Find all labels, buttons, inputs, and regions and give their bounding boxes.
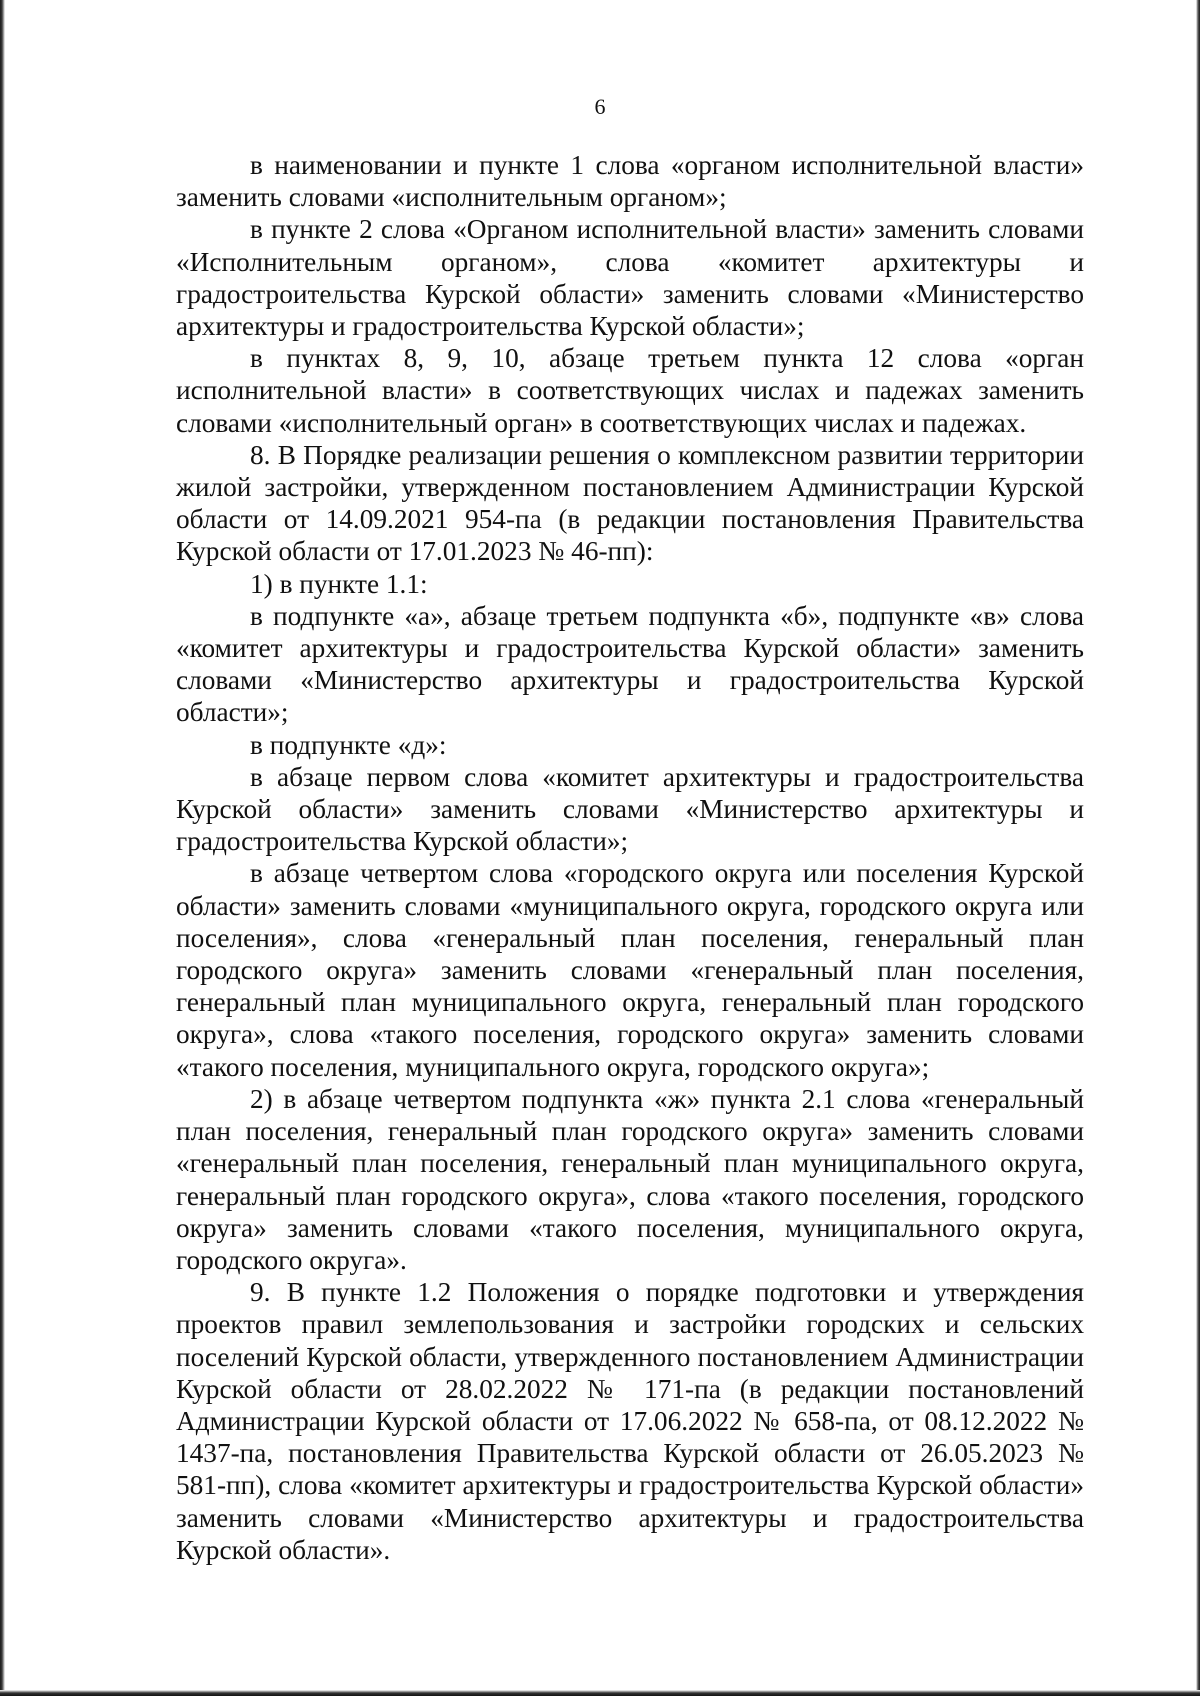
paragraph: в пункте 2 слова «Органом исполнительной власти» заменить словами «Исполнительным органом», слова «комитет архитектуры и градостроительства Курской области» заменить словами «Министерство архитектуры и градостроительства Курской области»; xyxy=(176,214,1084,342)
subitem-2: 2) в абзаце четвертом подпункта «ж» пункта 2.1 слова «генеральный план поселения, генеральный план городского округа» заменить словами «генеральный план поселения, генеральный план муниципального округа, генеральный план городского округа», слова «такого поселения, городского округа» заменить словами «такого поселения, муниципального округа, городского округа». xyxy=(176,1083,1084,1275)
paragraph: в абзаце первом слова «комитет архитектуры и градостроительства Курской области» заменить словами «Министерство архитектуры и градостроительства Курской области»; xyxy=(176,761,1084,857)
page-number: 6 xyxy=(594,94,606,119)
document-body xyxy=(176,149,1084,1566)
paragraph: в подпункте «д»: xyxy=(250,729,447,760)
scan-edge-left xyxy=(0,0,5,1696)
scan-edge-right xyxy=(1196,0,1200,1696)
scan-edge-bottom xyxy=(0,1690,1200,1696)
paragraph: в подпункте «а», абзаце третьем подпункта «б», подпункте «в» слова «комитет архитектуры и градостроительства Курской области» заменить словами «Министерство архитектуры и градостроительства Курской области»; xyxy=(176,600,1084,728)
paragraph-item-8: 8. В Порядке реализации решения о комплексном развитии территории жилой застройки, утвержденном постановлением Администрации Курской области от 14.09.2021 954-па (в редакции постановления Правительства Курской области от 17.01.2023 № 46-пп): xyxy=(176,439,1084,567)
paragraph: в пунктах 8, 9, 10, абзаце третьем пункта 12 слова «орган исполнительной власти» в соответствующих числах и падежах заменить словами «исполнительный орган» в соответствующих числах и падежах. xyxy=(176,343,1084,438)
paragraph: в абзаце четвертом слова «городского округа или поселения Курской области» заменить словами «муниципального округа, городского округа или поселения», слова «генеральный план поселения, генеральный план городского округа» заменить словами «генеральный план поселения, генеральный план муниципального округа, генеральный план городского округа», слова «такого поселения, городского округа» заменить словами «такого поселения, муниципального округа, городского округа»; xyxy=(176,858,1084,1082)
paragraph-item-9: 9. В пункте 1.2 Положения о порядке подготовки и утверждения проектов правил землепользования и застройки городских и сельских поселений Курской области, утвержденного постановлением Администрации Курской области от 28.02.2022 № 171-па (в редакции постановлений Администрации Курской области от 17.06.2022 № 658-па, от 08.12.2022 № 1437-па, постановления Правительства Курской области от 26.05.2023 № 581-пп), слова «комитет архитектуры и градостроительства Курской области» заменить словами «Министерство архитектуры и градостроительства Курской области». xyxy=(176,1277,1084,1565)
paragraph: в наименовании и пункте 1 слова «органом исполнительной власти» заменить словами «исполнительным органом»; xyxy=(176,150,1084,213)
subitem-1: 1) в пункте 1.1: xyxy=(250,568,428,599)
